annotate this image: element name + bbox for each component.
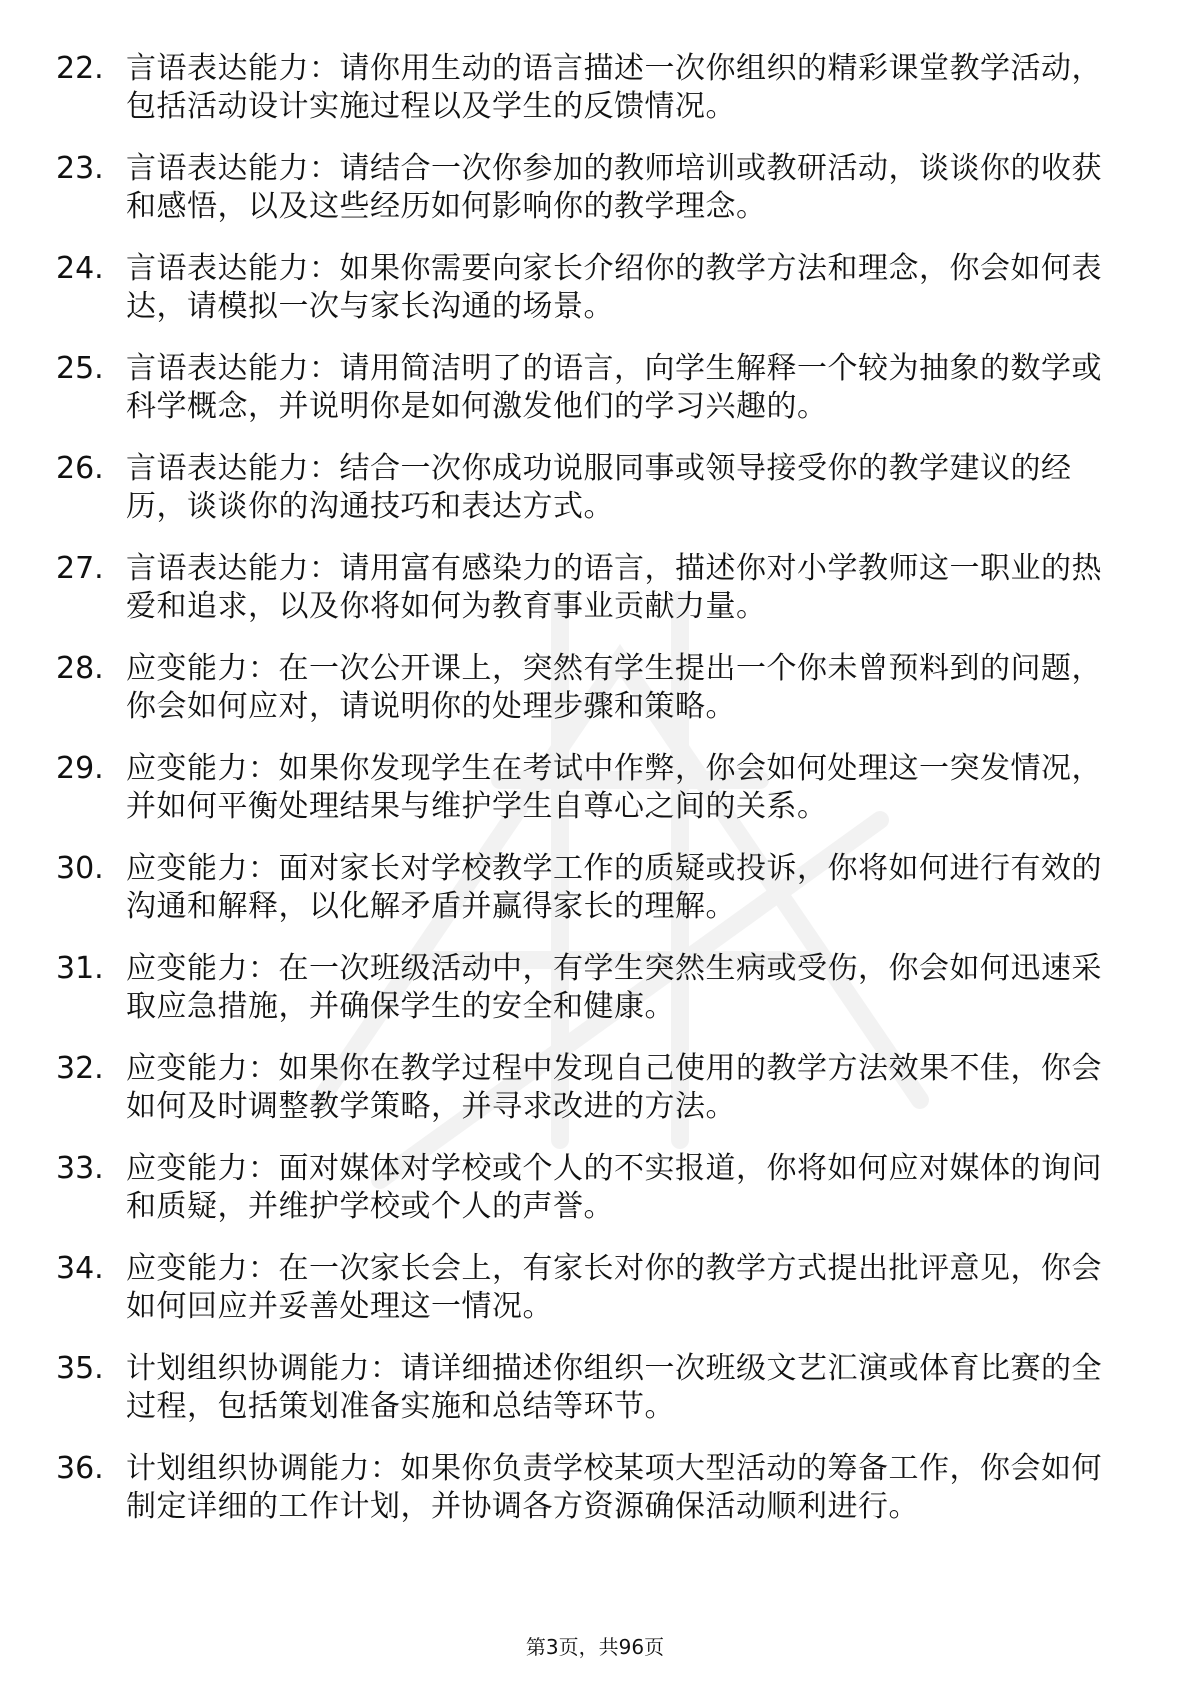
question-text: 言语表达能力：如果你需要向家长介绍你的教学方法和理念，你会如何表达，请模拟一次与家长沟通的场景。 xyxy=(126,251,1102,324)
question-text: 言语表达能力：请用简洁明了的语言，向学生解释一个较为抽象的数学或科学概念，并说明你是如何激发他们的学习兴趣的。 xyxy=(126,351,1102,424)
question-number: 25. xyxy=(56,351,104,386)
question-number: 26. xyxy=(56,451,104,486)
question-text: 计划组织协调能力：请详细描述你组织一次班级文艺汇演或体育比赛的全过程，包括策划准备实施和总结等环节。 xyxy=(126,1351,1102,1424)
list-item xyxy=(56,50,1116,126)
page-number-label: 第3页，共96页 xyxy=(525,1635,665,1659)
list-item xyxy=(56,150,1116,226)
list-item xyxy=(56,250,1116,326)
question-text: 应变能力：如果你在教学过程中发现自己使用的教学方法效果不佳，你会如何及时调整教学策略，并寻求改进的方法。 xyxy=(126,1051,1102,1124)
question-number: 35. xyxy=(56,1351,104,1386)
question-number: 29. xyxy=(56,751,104,786)
question-text: 计划组织协调能力：如果你负责学校某项大型活动的筹备工作，你会如何制定详细的工作计划，并协调各方资源确保活动顺利进行。 xyxy=(126,1451,1102,1524)
list-item xyxy=(56,550,1116,626)
list-item xyxy=(56,650,1116,726)
question-number: 22. xyxy=(56,51,104,86)
list-item xyxy=(56,750,1116,826)
question-number: 33. xyxy=(56,1151,104,1186)
question-text: 应变能力：面对家长对学校教学工作的质疑或投诉，你将如何进行有效的沟通和解释，以化解矛盾并赢得家长的理解。 xyxy=(126,851,1102,924)
question-text: 应变能力：在一次班级活动中，有学生突然生病或受伤，你会如何迅速采取应急措施，并确保学生的安全和健康。 xyxy=(126,951,1102,1024)
question-text: 言语表达能力：请结合一次你参加的教师培训或教研活动，谈谈你的收获和感悟，以及这些经历如何影响你的教学理念。 xyxy=(126,151,1102,224)
list-item xyxy=(56,1350,1116,1426)
list-item xyxy=(56,350,1116,426)
question-number: 34. xyxy=(56,1251,104,1286)
question-text: 应变能力：如果你发现学生在考试中作弊，你会如何处理这一突发情况，并如何平衡处理结果与维护学生自尊心之间的关系。 xyxy=(126,751,1102,824)
question-number: 23. xyxy=(56,151,104,186)
question-number: 32. xyxy=(56,1051,104,1086)
question-number: 36. xyxy=(56,1451,104,1486)
question-text: 应变能力：面对媒体对学校或个人的不实报道，你将如何应对媒体的询问和质疑，并维护学校或个人的声誉。 xyxy=(126,1151,1102,1224)
question-text: 言语表达能力：请用富有感染力的语言，描述你对小学教师这一职业的热爱和追求，以及你将如何为教育事业贡献力量。 xyxy=(126,551,1102,624)
page-footer xyxy=(0,1634,1190,1660)
list-item xyxy=(56,1150,1116,1226)
list-item xyxy=(56,1050,1116,1126)
question-number: 28. xyxy=(56,651,104,686)
question-text: 言语表达能力：请你用生动的语言描述一次你组织的精彩课堂教学活动，包括活动设计实施过程以及学生的反馈情况。 xyxy=(126,51,1102,124)
question-number: 30. xyxy=(56,851,104,886)
question-number: 27. xyxy=(56,551,104,586)
list-item xyxy=(56,950,1116,1026)
list-item xyxy=(56,450,1116,526)
question-text: 言语表达能力：结合一次你成功说服同事或领导接受你的教学建议的经历，谈谈你的沟通技巧和表达方式。 xyxy=(126,451,1072,524)
question-text: 应变能力：在一次家长会上，有家长对你的教学方式提出批评意见，你会如何回应并妥善处理这一情况。 xyxy=(126,1251,1102,1324)
list-item xyxy=(56,850,1116,926)
question-list xyxy=(56,50,1116,1550)
question-text: 应变能力：在一次公开课上，突然有学生提出一个你未曾预料到的问题，你会如何应对，请说明你的处理步骤和策略。 xyxy=(126,651,1102,724)
question-number: 31. xyxy=(56,951,104,986)
question-number: 24. xyxy=(56,251,104,286)
list-item xyxy=(56,1450,1116,1526)
list-item xyxy=(56,1250,1116,1326)
